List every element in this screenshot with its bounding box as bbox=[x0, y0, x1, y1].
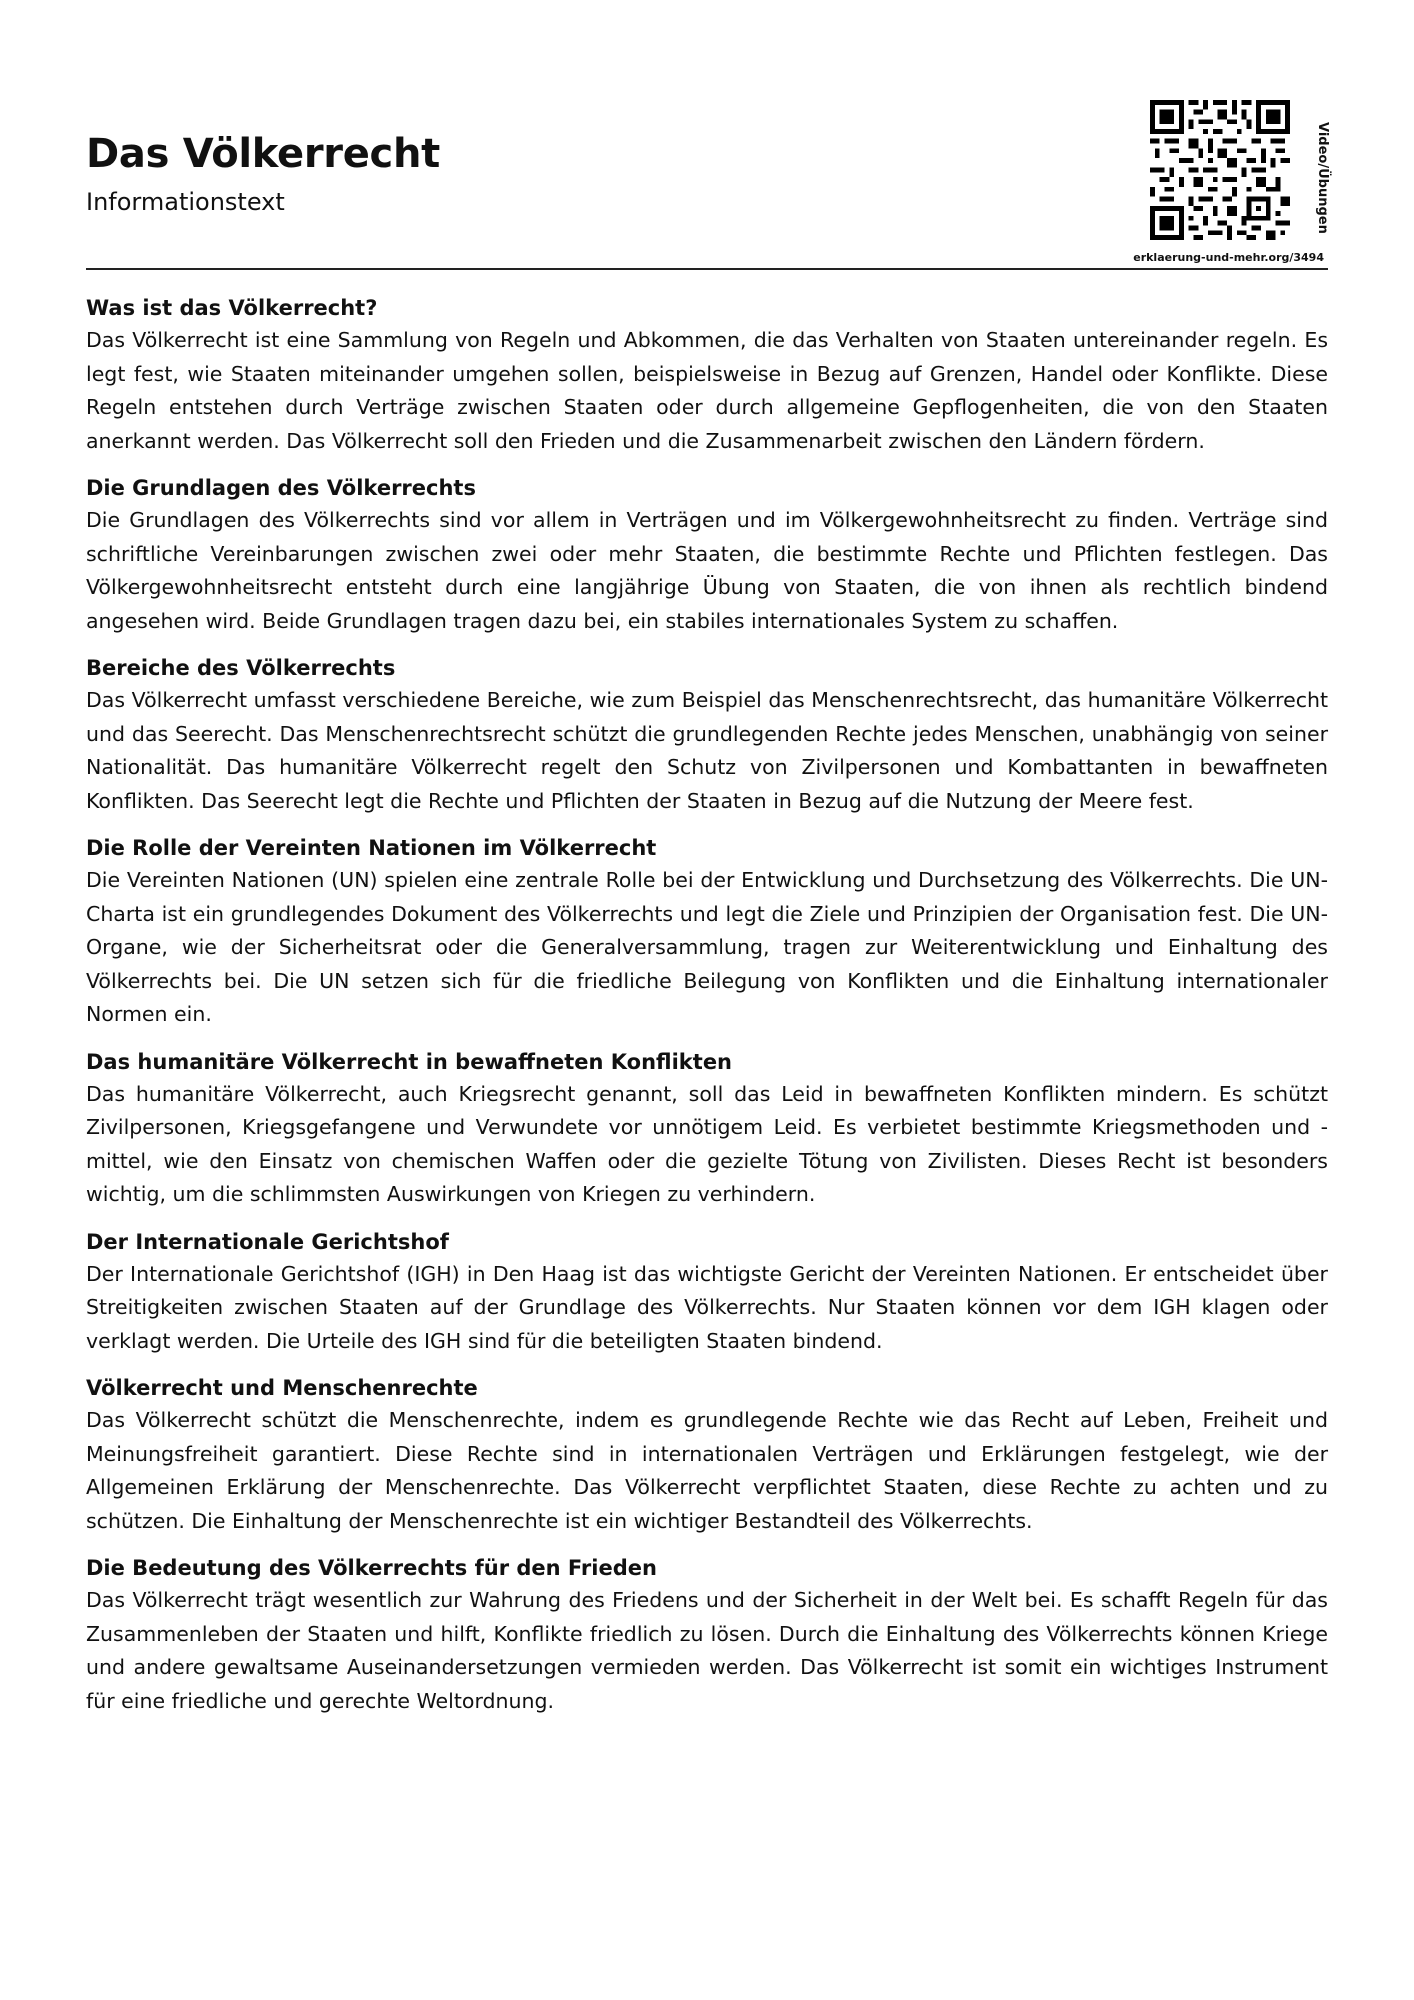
page-title: Das Völkerrecht bbox=[86, 131, 440, 177]
section-frieden bbox=[86, 1552, 1328, 1718]
qr-side-label: Video/Übungen bbox=[1315, 122, 1330, 234]
section-paragraph: Das Völkerrecht schützt die Menschenrechte, indem es grundlegende Rechte wie das Recht auf Leben, Freiheit und Meinungsfreiheit garantiert. Diese Rechte sind in internationalen Verträgen und Erklärungen festgelegt, wie der Allgemeinen Erklärung der Menschenrechte. Das Völkerrecht verpflichtet Staaten, diese Rechte zu achten und zu schützen. Die Einhaltung der Menschenrechte ist ein wichtiger Bestandteil des Völkerrechts. bbox=[86, 1408, 1328, 1533]
section-was-ist-das-voelkerrecht bbox=[86, 292, 1328, 458]
document-header bbox=[86, 0, 1328, 272]
section-internationaler-gerichtshof bbox=[86, 1226, 1328, 1359]
section-heading: Bereiche des Völkerrechts bbox=[86, 656, 396, 680]
qr-code-icon[interactable] bbox=[1150, 100, 1290, 240]
section-paragraph: Das Völkerrecht trägt wesentlich zur Wahrung des Friedens und der Sicherheit in der Welt bei. Es schafft Regeln für das Zusammenleben der Staaten und hilft, Konflikte friedlich zu lösen. Durch die Einhaltung des Völkerrechts können Kriege und andere gewaltsame Auseinandersetzungen vermieden werden. Das Völkerrecht ist somit ein wichtiges Instrument für eine friedliche und gerechte Weltordnung. bbox=[86, 1588, 1328, 1713]
section-menschenrechte bbox=[86, 1372, 1328, 1538]
section-heading: Die Bedeutung des Völkerrechts für den Frieden bbox=[86, 1556, 657, 1580]
qr-url[interactable]: erklaerung-und-mehr.org/3494 bbox=[1133, 251, 1324, 264]
document-body bbox=[86, 292, 1328, 1732]
section-heading: Das humanitäre Völkerrecht in bewaffneten Konflikten bbox=[86, 1049, 733, 1074]
section-heading: Was ist das Völkerrecht? bbox=[86, 296, 378, 320]
section-heading: Die Grundlagen des Völkerrechts bbox=[86, 476, 476, 500]
section-paragraph: Das humanitäre Völkerrecht, auch Kriegsrecht genannt, soll das Leid in bewaffneten Konflikten mindern. Es schützt Zivilpersonen, Kriegsgefangene und Verwundete vor unnötigem Leid. Es verbietet bestimmte Kriegsmethoden und -mittel, wie den Einsatz von chemischen Waffen oder die gezielte Tötung von Zivilisten. Dieses Recht ist besonders wichtig, um die schlimmsten Auswirkungen von Kriegen zu verhindern. bbox=[86, 1081, 1328, 1206]
header-divider bbox=[86, 268, 1328, 270]
section-paragraph: Das Völkerrecht ist eine Sammlung von Regeln und Abkommen, die das Verhalten von Staaten untereinander regeln. Es legt fest, wie Staaten miteinander umgehen sollen, beispielsweise in Bezug auf Grenzen, Handel oder Konflikte. Diese Regeln entstehen durch Verträge zwischen Staaten oder durch allgemeine Gepflogenheiten, die von den Staaten anerkannt werden. Das Völkerrecht soll den Frieden und die Zusammenarbeit zwischen den Ländern fördern. bbox=[86, 328, 1328, 453]
section-vereinte-nationen bbox=[86, 832, 1328, 1032]
section-grundlagen bbox=[86, 472, 1328, 638]
section-heading: Die Rolle der Vereinten Nationen im Völkerrecht bbox=[86, 836, 657, 860]
section-heading: Der Internationale Gerichtshof bbox=[86, 1229, 449, 1254]
section-paragraph: Die Vereinten Nationen (UN) spielen eine zentrale Rolle bei der Entwicklung und Durchsetzung des Völkerrechts. Die UN-Charta ist ein grundlegendes Dokument des Völkerrechts und legt die Ziele und Prinzipien der Organisation fest. Die UN-Organe, wie der Sicherheitsrat oder die Generalversammlung, tragen zur Weiterentwicklung und Einhaltung des Völkerrechts bei. Die UN setzen sich für die friedliche Beilegung von Konflikten und die Einhaltung internationaler Normen ein. bbox=[86, 868, 1328, 1026]
section-paragraph: Das Völkerrecht umfasst verschiedene Bereiche, wie zum Beispiel das Menschenrechtsrecht, das humanitäre Völkerrecht und das Seerecht. Das Menschenrechtsrecht schützt die grundlegenden Rechte jedes Menschen, unabhängig von seiner Nationalität. Das humanitäre Völkerrecht regelt den Schutz von Zivilpersonen und Kombattanten in bewaffneten Konflikten. Das Seerecht legt die Rechte und Pflichten der Staaten in Bezug auf die Nutzung der Meere fest. bbox=[86, 688, 1328, 813]
section-bereiche bbox=[86, 652, 1328, 818]
section-paragraph: Der Internationale Gerichtshof (IGH) in Den Haag ist das wichtigste Gericht der Vereinten Nationen. Er entscheidet über Streitigkeiten zwischen Staaten auf der Grundlage des Völkerrechts. Nur Staaten können vor dem IGH klagen oder verklagt werden. Die Urteile des IGH sind für die beteiligten Staaten bindend. bbox=[86, 1261, 1328, 1353]
section-paragraph: Die Grundlagen des Völkerrechts sind vor allem in Verträgen und im Völkergewohnheitsrecht zu finden. Verträge sind schriftliche Vereinbarungen zwischen zwei oder mehr Staaten, die bestimmte Rechte und Pflichten festlegen. Das Völkergewohnheitsrecht entsteht durch eine langjährige Übung von Staaten, die von ihnen als rechtlich bindend angesehen wird. Beide Grundlagen tragen dazu bei, ein stabiles internationales System zu schaffen. bbox=[86, 508, 1328, 633]
page-subtitle: Informationstext bbox=[86, 188, 285, 216]
section-heading: Völkerrecht und Menschenrechte bbox=[86, 1376, 478, 1400]
section-humanitaeres-voelkerrecht bbox=[86, 1046, 1328, 1212]
